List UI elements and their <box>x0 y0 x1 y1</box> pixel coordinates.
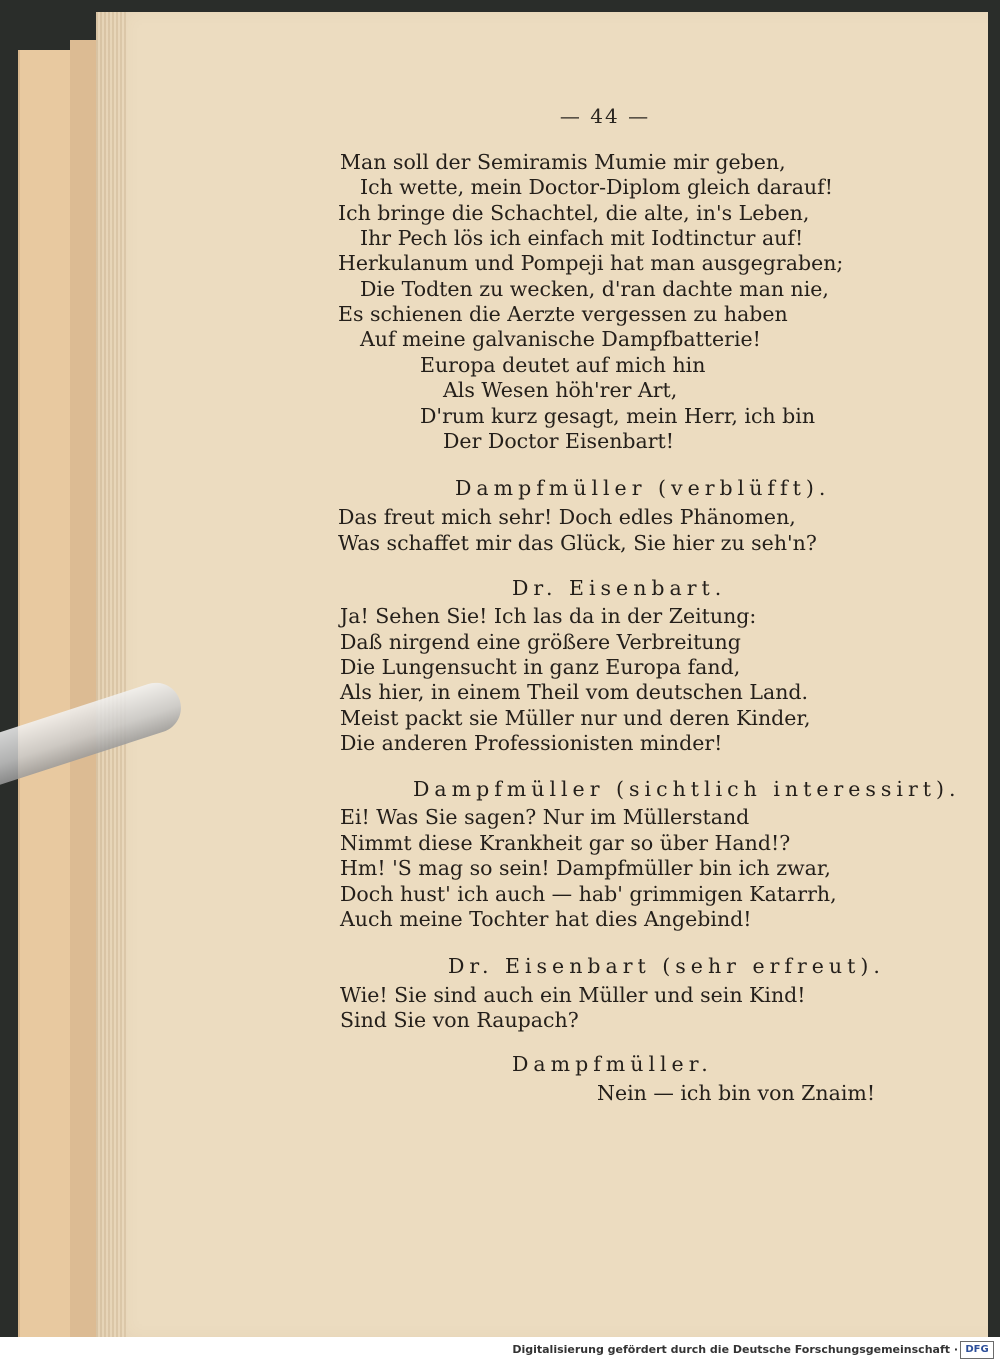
verse-line: Ich bringe die Schachtel, die alte, in's Leben, <box>338 201 810 225</box>
verse-line: Hm! 'S mag so sein! Dampfmüller bin ich zwar, <box>340 856 831 880</box>
verse-line: Die anderen Professionisten minder! <box>340 731 723 755</box>
footer-bar <box>0 1337 1000 1363</box>
speaker-heading: Dr. Eisenbart (sehr erfreut). <box>448 954 885 978</box>
verse-line: Doch hust' ich auch — hab' grimmigen Katarrh, <box>340 882 837 906</box>
verse-line: Ja! Sehen Sie! Ich las da in der Zeitung: <box>340 604 757 628</box>
speaker-heading: Dampfmüller (verblüfft). <box>455 476 831 500</box>
page-number: — 44 — <box>559 104 651 128</box>
speaker-heading: Dr. Eisenbart. <box>512 576 727 600</box>
verse-line: Nein — ich bin von Znaim! <box>597 1081 876 1105</box>
verse-line: Es schienen die Aerzte vergessen zu haben <box>338 302 788 326</box>
verse-line: Sind Sie von Raupach? <box>340 1008 579 1032</box>
speaker-heading: Dampfmüller (sichtlich interessirt). <box>413 777 961 801</box>
verse-line: Nimmt diese Krankheit gar so über Hand!? <box>340 831 791 855</box>
verse-line: Ei! Was Sie sagen? Nur im Müllerstand <box>340 805 750 829</box>
footer-credit: Digitalisierung gefördert durch die Deutsche Forschungsgemeinschaft · <box>512 1343 958 1356</box>
verse-line: Man soll der Semiramis Mumie mir geben, <box>340 150 786 174</box>
verse-line: Daß nirgend eine größere Verbreitung <box>340 630 741 654</box>
verse-line: Auch meine Tochter hat dies Angebind! <box>340 907 752 931</box>
verse-line: D'rum kurz gesagt, mein Herr, ich bin <box>420 404 816 428</box>
verse-line: Ich wette, mein Doctor-Diplom gleich darauf! <box>360 175 833 199</box>
verse-line: Was schaffet mir das Glück, Sie hier zu seh'n? <box>338 531 817 555</box>
dfg-logo-icon: DFG <box>960 1341 994 1359</box>
page-stack-edge <box>96 12 126 1337</box>
verse-line: Als hier, in einem Theil vom deutschen Land. <box>340 680 809 704</box>
verse-line: Herkulanum und Pompeji hat man ausgegraben; <box>338 251 844 275</box>
verse-line: Meist packt sie Müller nur und deren Kinder, <box>340 706 811 730</box>
verse-line: Das freut mich sehr! Doch edles Phänomen, <box>338 505 796 529</box>
verse-line: Europa deutet auf mich hin <box>420 353 706 377</box>
speaker-heading: Dampfmüller. <box>512 1052 713 1076</box>
verse-line: Die Lungensucht in ganz Europa fand, <box>340 655 741 679</box>
verse-line: Der Doctor Eisenbart! <box>443 429 675 453</box>
verse-line: Auf meine galvanische Dampfbatterie! <box>360 327 761 351</box>
verse-line: Als Wesen höh'rer Art, <box>443 378 678 402</box>
verse-line: Die Todten zu wecken, d'ran dachte man nie, <box>360 277 829 301</box>
verse-line: Ihr Pech lös ich einfach mit Iodtinctur auf! <box>360 226 804 250</box>
verse-line: Wie! Sie sind auch ein Müller und sein Kind! <box>340 983 806 1007</box>
